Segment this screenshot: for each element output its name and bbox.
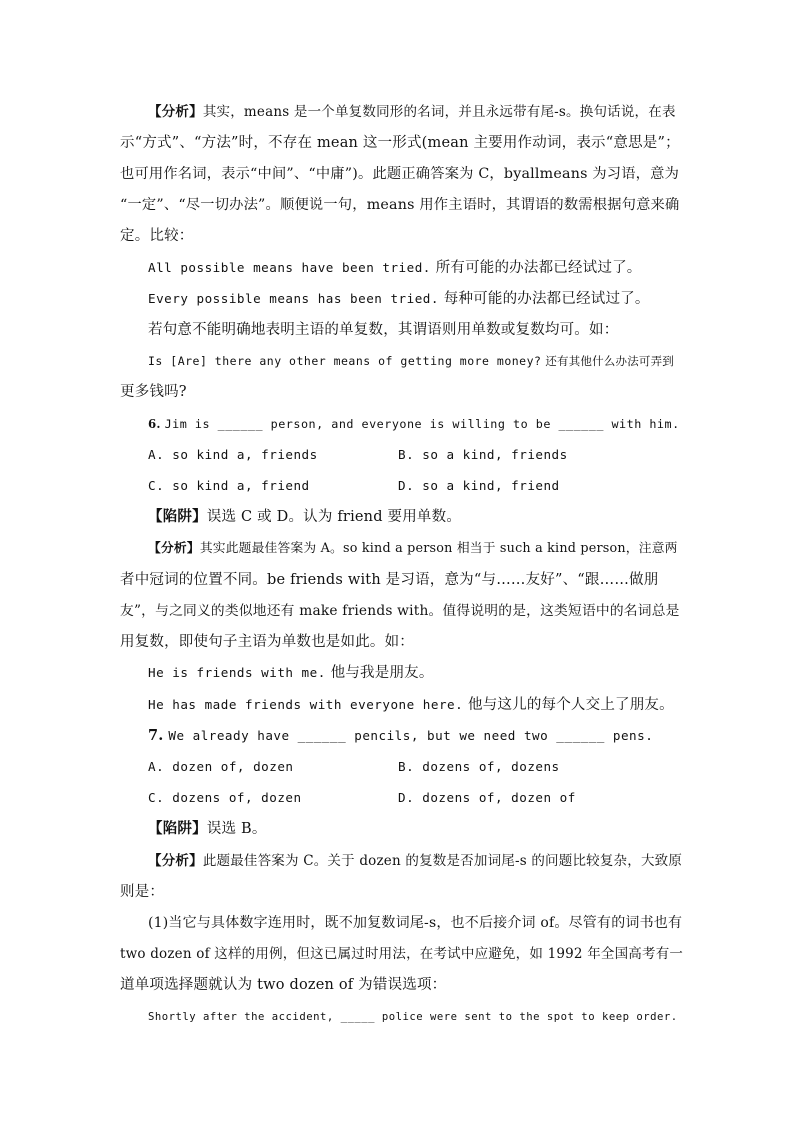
option-d: D. dozens of, dozen of <box>398 790 576 805</box>
analysis-label: 【分析】 <box>148 104 203 120</box>
analysis-text: 示“方式”、“方法”时，不存在 mean 这一形式(mean 主要用作动词，表示“意思是”； <box>120 135 680 151</box>
analysis-text: 则是： <box>120 884 165 900</box>
example-sentence: Shortly after the accident, _____ police were sent to the spot to keep order. <box>148 1011 678 1023</box>
question-number: 7. <box>148 727 164 744</box>
example-sentence <box>148 289 650 309</box>
question-text: Jim is ______ person, and everyone is willing to be ______ with him. <box>164 417 680 431</box>
trap-line <box>148 819 267 839</box>
option-d: D. so a kind, friend <box>398 478 560 493</box>
example-english: Every possible means has been tried. <box>148 291 439 306</box>
rule-paragraph: two dozen of 这样的用例，但这已属过时用法，在考试中应避免，如 1992 年全国高考有一 <box>120 946 684 962</box>
example-chinese: 每种可能的办法都已经试过了。 <box>443 291 650 307</box>
example-sentence <box>148 351 674 371</box>
question-text: We already have ______ pencils, but we need two ______ pens. <box>168 728 654 743</box>
analysis-text: 其实此题最佳答案为 A。so kind a person 相当于 such a kind person，注意两 <box>199 541 678 556</box>
analysis-text: 者中冠词的位置不同。be friends with 是习语，意为“与……友好”、“跟……做朋 <box>120 572 659 588</box>
example-chinese: 他与我是朋友。 <box>330 665 434 681</box>
example-chinese: 更多钱吗? <box>120 384 187 400</box>
example-sentence <box>148 663 434 683</box>
analysis-paragraph-line <box>148 102 676 122</box>
example-english: All possible means have been tried. <box>148 260 431 275</box>
analysis-label: 【分析】 <box>148 853 203 869</box>
option-b: B. dozens of, dozens <box>398 759 560 774</box>
question-7-stem <box>148 726 653 746</box>
analysis-note: 若句意不能明确地表明主语的单复数，其谓语则用单数或复数均可。如： <box>148 322 619 338</box>
analysis-text: 其实，means 是一个单复数同形的名词，并且永远带有尾-s。换句话说，在表 <box>202 104 676 120</box>
example-english: Is [Are] there any other means of getting more money? <box>148 354 542 368</box>
option-a: A. so kind a, friends <box>148 447 318 462</box>
analysis-text: 定。比较： <box>120 228 194 244</box>
example-english: He has made friends with everyone here. <box>148 697 464 712</box>
rule-paragraph: (1)当它与具体数字连用时，既不加复数词尾-s，也不后接介词 of。尽管有的词书也有 <box>148 915 683 931</box>
option-b: B. so a kind, friends <box>398 447 568 462</box>
analysis-text: 也可用作名词，表示“中间”、“中庸”)。此题正确答案为 C，byallmeans 为习语，意为 <box>120 166 680 182</box>
analysis-text: 用复数，即使句子主语为单数也是如此。如： <box>120 634 414 650</box>
analysis-paragraph-line <box>148 851 682 871</box>
analysis-text: 此题最佳答案为 C。关于 dozen 的复数是否加词尾-s 的问题比较复杂，大致原 <box>202 853 683 869</box>
analysis-paragraph-line <box>148 539 678 559</box>
analysis-label: 【分析】 <box>148 541 200 556</box>
question-number: 6. <box>148 417 161 431</box>
option-c: C. dozens of, dozen <box>148 790 302 805</box>
option-c: C. so kind a, friend <box>148 478 310 493</box>
example-sentence <box>148 258 642 278</box>
trap-label: 【陷阱】 <box>148 508 207 525</box>
trap-label: 【陷阱】 <box>148 820 207 837</box>
question-6-stem <box>148 414 680 434</box>
analysis-text: 友”，与之同义的类似地还有 make friends with。值得说明的是，这类短语中的名词总是 <box>120 603 680 619</box>
example-chinese: 他与这儿的每个人交上了朋友。 <box>468 697 674 713</box>
example-english: He is friends with me. <box>148 665 326 680</box>
trap-text: 误选 C 或 D。认为 friend 要用单数。 <box>206 509 462 525</box>
analysis-text: “一定”、“尽一切办法”。顺便说一句，means 用作主语时，其谓语的数需根据句意来确 <box>120 197 680 213</box>
example-chinese: 所有可能的办法都已经试过了。 <box>435 260 642 276</box>
example-sentence <box>148 695 674 715</box>
example-chinese: 还有其他什么办法可弄到 <box>545 354 675 368</box>
option-a: A. dozen of, dozen <box>148 759 294 774</box>
trap-text: 误选 B。 <box>206 821 267 837</box>
trap-line <box>148 507 461 527</box>
rule-paragraph: 道单项选择题就认为 two dozen of 为错误选项： <box>120 977 447 993</box>
